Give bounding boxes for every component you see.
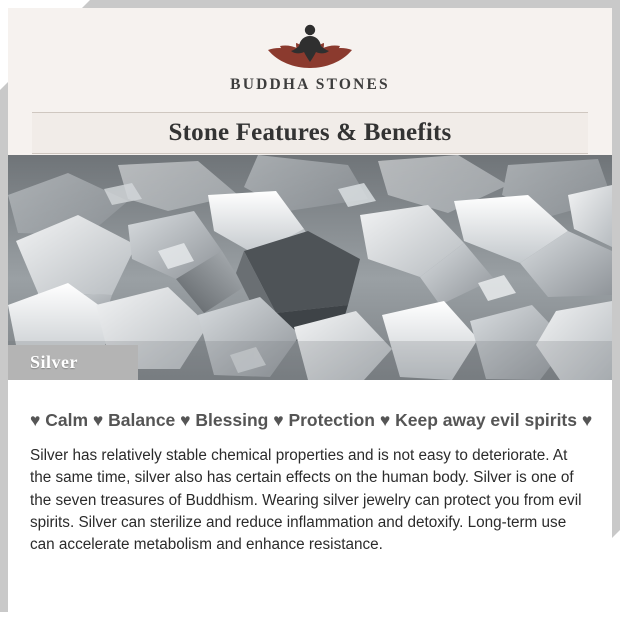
bottom-strip	[0, 584, 620, 620]
brand-name: BUDDHA STONES	[230, 76, 390, 93]
section-title-band	[32, 112, 588, 154]
lotus-buddha-icon	[264, 18, 356, 74]
page-title: Stone Features & Benefits	[168, 119, 452, 146]
brand-header	[8, 8, 612, 114]
description-text: Silver has relatively stable chemical properties and is not easy to deteriorate. At the same time, silver also has certain effects on the human body. Silver is one of the seven treasures of Buddhism. Wearing silver jewelry can protect you from evil spirits. Silver can sterilize and reduce inflammation and detoxify. Long-term use can accelerate metabolism and enhance resistance.	[30, 447, 582, 554]
bottom-left-frame-tab	[0, 584, 8, 612]
stone-name-label: Silver	[8, 345, 138, 380]
keywords-line: ♥ Calm ♥ Balance ♥ Blessing ♥ Protection ♥ Keep away evil spirits ♥	[30, 410, 593, 430]
description-panel	[8, 380, 612, 584]
